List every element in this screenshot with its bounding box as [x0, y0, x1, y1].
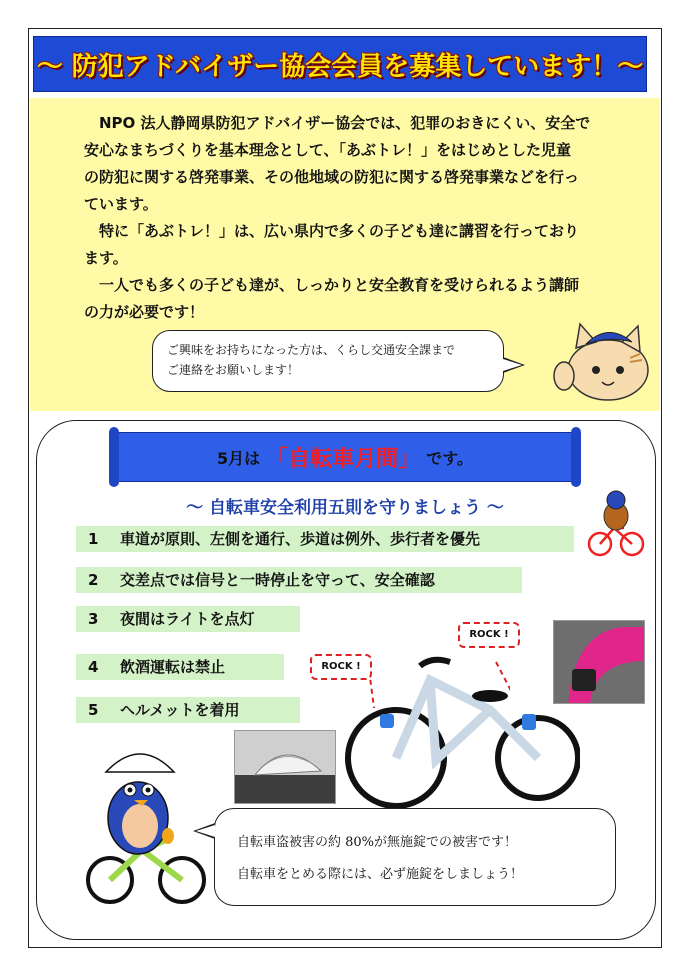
rule-number: 1 — [88, 530, 99, 548]
intro-line: 安心なまちづくりを基本理念として、「あぶトレ！」をはじめとした児童 — [84, 141, 572, 159]
month-suffix: です。 — [426, 448, 473, 468]
rule-text: 夜間はライトを点灯 — [120, 610, 255, 628]
rule-item — [76, 526, 574, 552]
rule-item — [76, 697, 300, 723]
cat-mascot-illustration — [546, 318, 654, 404]
rule-item — [76, 654, 284, 680]
intro-line: NPO 法人静岡県防犯アドバイザー協会では、犯罪のおきにくい、安全で — [84, 114, 591, 132]
rule-text: ヘルメットを着用 — [120, 701, 240, 719]
rule-item — [76, 567, 522, 593]
month-prefix: 5月は — [217, 448, 261, 468]
rule-number: 5 — [88, 701, 99, 719]
contact-speech-bubble — [152, 330, 504, 392]
rule-item — [76, 606, 300, 632]
lock-label: ROCK ! — [458, 622, 520, 648]
recruit-banner — [33, 36, 647, 92]
theft-line: 自転車をとめる際には、必ず施錠をしましょう！ — [237, 867, 524, 882]
month-highlight: 「自転車月間」 — [266, 446, 421, 472]
rule-text: 交差点では信号と一時停止を守って、安全確認 — [120, 571, 435, 589]
rules-subtitle: ～ 自転車安全利用五則を守りましょう ～ — [186, 498, 504, 518]
rider-mascot-illustration — [584, 488, 646, 558]
helmet-on-bike-photo — [234, 730, 336, 804]
rule-text: 車道が原則、左側を通行、歩道は例外、歩行者を優先 — [120, 530, 481, 548]
theft-line: 自転車盗被害の約 80%が無施錠での被害です！ — [237, 835, 518, 850]
intro-line: ています。 — [84, 195, 158, 213]
banner-title: ～ 防犯アドバイザー協会会員を募集しています！～ — [36, 51, 644, 82]
lock-label: ROCK ! — [310, 654, 372, 680]
theft-warning-bubble — [214, 808, 616, 906]
lock-pointer-lines — [360, 658, 510, 718]
bicycle-month-banner — [114, 432, 576, 482]
intro-line: の力が必要です！ — [84, 303, 205, 321]
rule-text: 飲酒運転は禁止 — [120, 658, 226, 676]
intro-line: 特に「あぶトレ！」は、広い県内で多くの子ども達に講習を行っており — [84, 222, 580, 240]
rule-number: 3 — [88, 610, 99, 628]
intro-line: の防犯に関する啓発事業、その他地域の防犯に関する啓発事業などを行っ — [84, 168, 580, 186]
contact-line: ご興味をお持ちになった方は、くらし交通安全課まで — [167, 343, 456, 357]
rule-number: 4 — [88, 658, 99, 676]
contact-line: ご連絡をお願いします！ — [167, 363, 300, 377]
intro-line: 一人でも多くの子ども達が、しっかりと安全教育を受けられるよう講師 — [84, 276, 580, 294]
rule-number: 2 — [88, 571, 99, 589]
intro-line: ます。 — [84, 249, 128, 267]
